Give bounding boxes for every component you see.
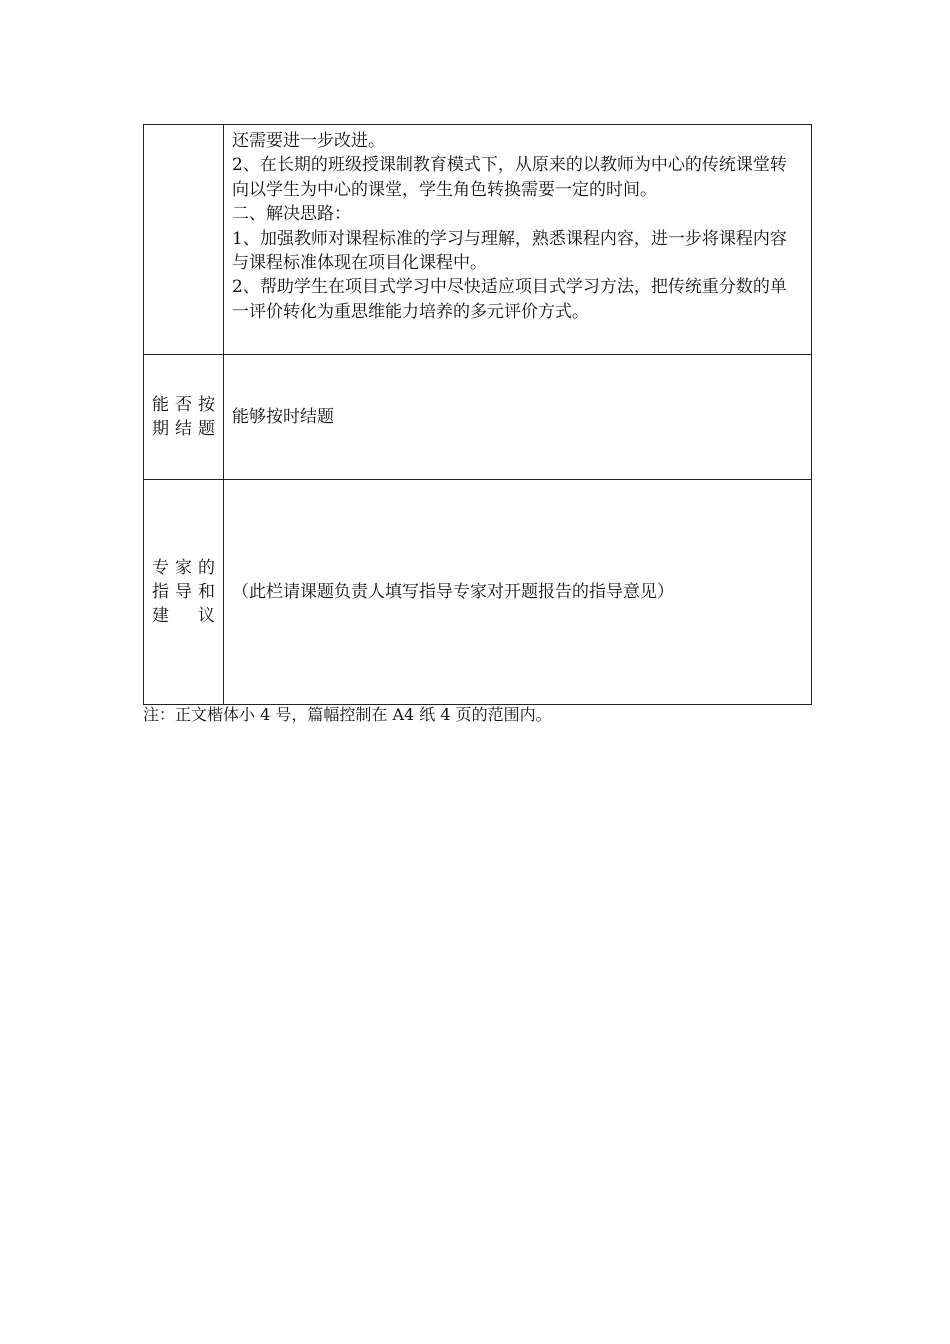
table-row-expert-advice: [144, 480, 812, 705]
footnote: 注：正文楷体小 4 号，篇幅控制在 A4 纸 4 页的范围内。: [143, 705, 552, 724]
completion-label: 能否按期结题: [152, 395, 215, 439]
report-table: [143, 124, 812, 705]
row-label-completion: [144, 355, 224, 480]
row-label-expert: [144, 480, 224, 705]
table-row-completion: [144, 355, 812, 480]
expert-advice-instruction: （此栏请课题负责人填写指导专家对开题报告的指导意见）: [232, 581, 674, 602]
paragraph-continuation: 还需要进一步改进。: [232, 131, 385, 151]
expert-advice-label: 专家的指导和建议: [152, 558, 215, 626]
completion-content-cell: [224, 355, 812, 480]
completion-answer: 能够按时结题: [232, 406, 334, 427]
paragraph-problem-2: 2、在长期的班级授课制教育模式下，从原来的以教师为中心的传统课堂转向以学生为中心的课堂，学生角色转换需要一定的时间。: [232, 155, 787, 200]
problems-solutions-cell: [224, 125, 812, 355]
paragraph-solutions-heading: 二、解决思路：: [232, 204, 351, 225]
row-label-empty: [144, 125, 224, 355]
expert-advice-content-cell: [224, 480, 812, 705]
table-row-problems: [144, 125, 812, 355]
paragraph-solution-2: 2、帮助学生在项目式学习中尽快适应项目式学习方法，把传统重分数的单一评价转化为重思维能力培养的多元评价方式。: [232, 277, 787, 322]
paragraph-solution-1: 1、加强教师对课程标准的学习与理解，熟悉课程内容，进一步将课程内容与课程标准体现在项目化课程中。: [232, 228, 787, 274]
